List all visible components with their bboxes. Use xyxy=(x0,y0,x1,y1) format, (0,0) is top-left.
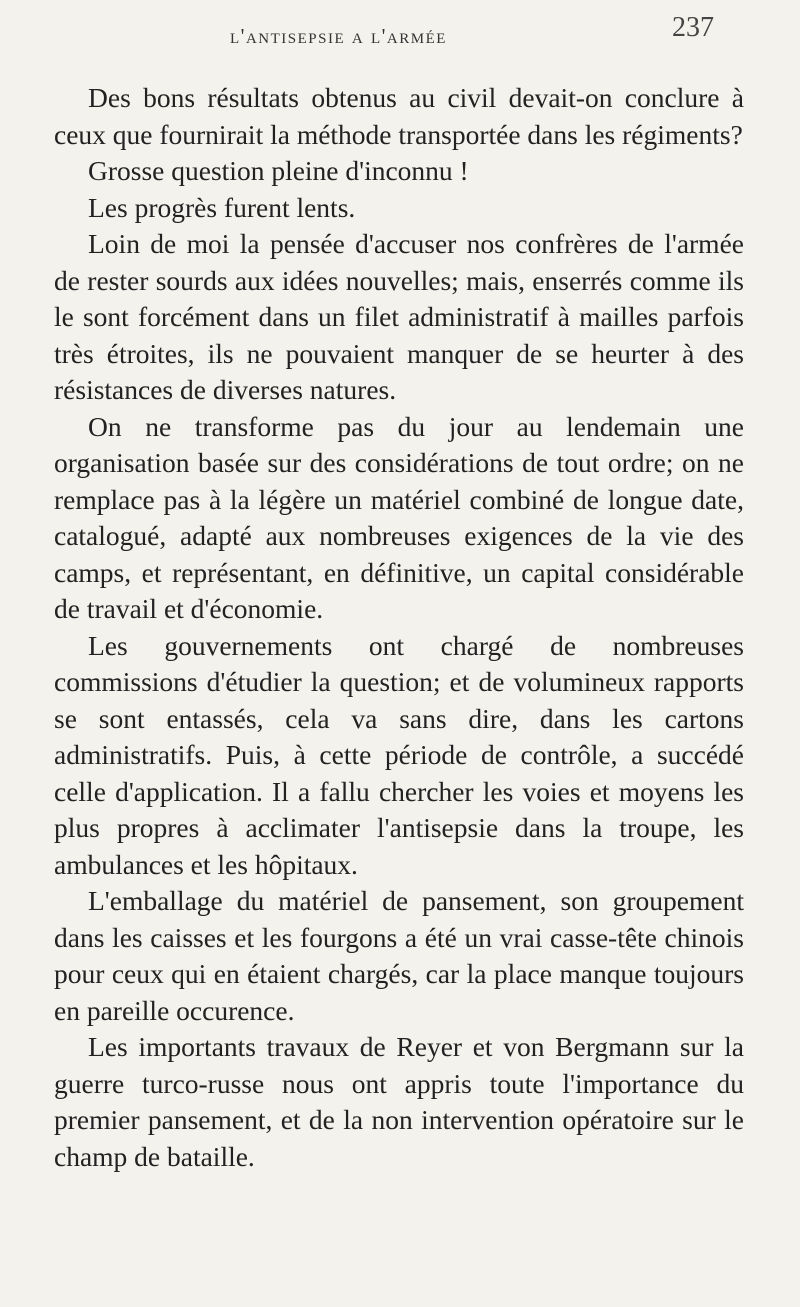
paragraph: Les progrès furent lents. xyxy=(88,191,356,223)
paragraph: On ne transforme pas du jour au lendemain une organisation basée sur des considérations de tout ordre; on ne remplace pas à la légère un matériel combiné de longue date, catalogué, adapté aux nombreuses exigences de la vie des camps, et représentant, en définitive, un capital considérable de travail et d'économie. xyxy=(54,410,744,624)
body-text xyxy=(54,80,744,1175)
paragraph: Loin de moi la pensée d'accuser nos confrères de l'armée de rester sourds aux idées nouvelles; mais, enserrés comme ils le sont forcément dans un filet administratif à mailles parfois très étroites, ils ne pouvaient manquer de se heurter à des résistances de diverses natures. xyxy=(54,228,744,405)
paragraph: Les importants travaux de Reyer et von Bergmann sur la guerre turco-russe nous ont appris toute l'importance du premier pansement, et de la non intervention opératoire sur le champ de bataille. xyxy=(54,1031,744,1172)
paragraph: Grosse question pleine d'inconnu ! xyxy=(88,155,469,186)
paragraph: Des bons résultats obtenus au civil devait-on conclure à ceux que fournirait la méthode transportée dans les régiments? xyxy=(54,82,744,150)
paragraph: L'emballage du matériel de pansement, son groupement dans les caisses et les fourgons a été un vrai casse-tête chinois pour ceux qui en étaient chargés, car la place manque toujours en pareille occurence. xyxy=(54,885,744,1026)
paragraph: Les gouvernements ont chargé de nombreuses commissions d'étudier la question; et de volumineux rapports se sont entassés, cela va sans dire, dans les cartons administratifs. Puis, à cette période de contrôle, a succédé celle d'application. Il a fallu chercher les voies et moyens les plus propres à acclimater l'antisepsie dans la troupe, les ambulances et les hôpitaux. xyxy=(54,629,744,880)
running-title: l'antisepsie a l'armée xyxy=(230,24,447,48)
page-number: 237 xyxy=(672,12,714,43)
page-header xyxy=(0,10,800,48)
